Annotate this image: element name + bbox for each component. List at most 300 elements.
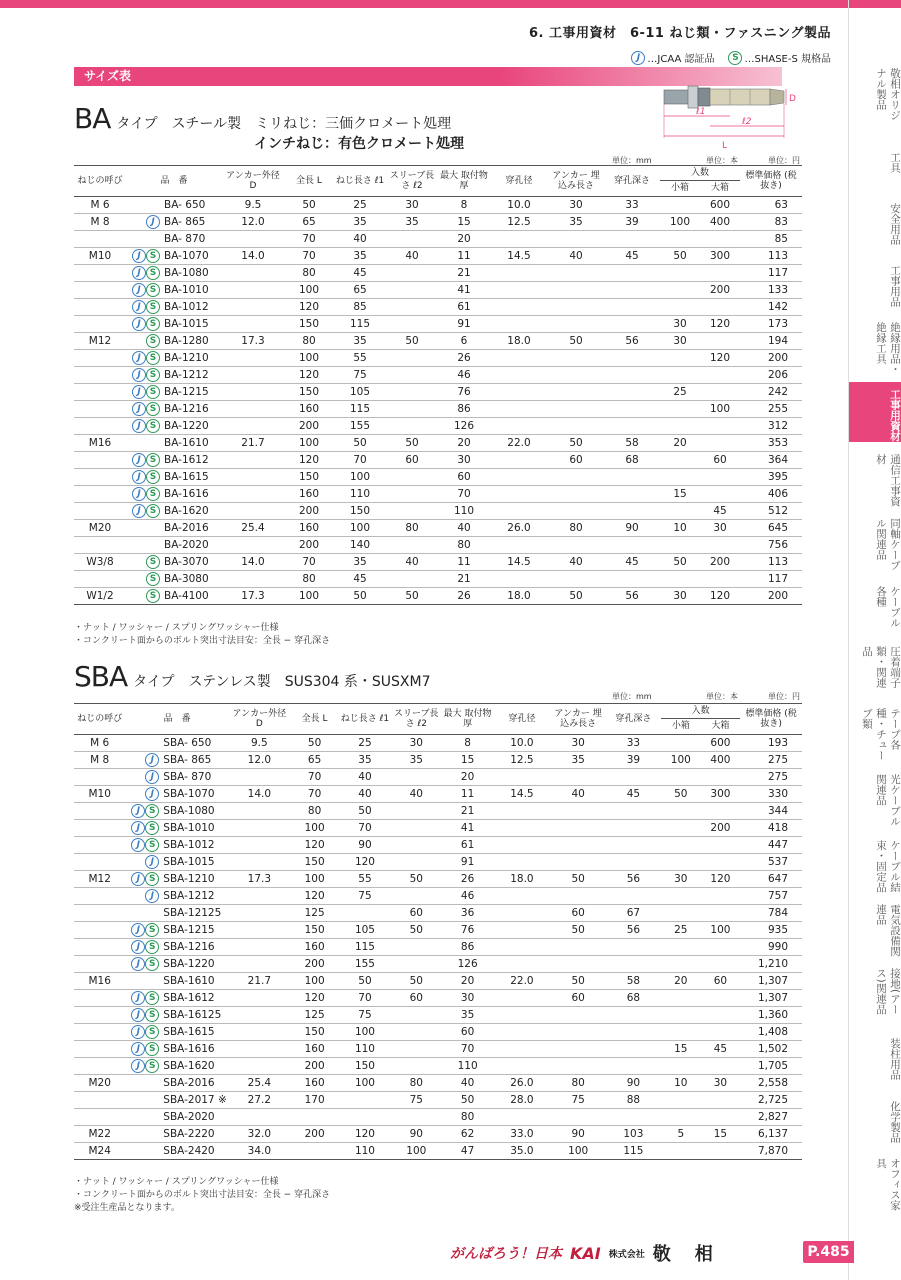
table-cell	[229, 887, 290, 904]
jcaa-mark-icon: J	[131, 1059, 145, 1073]
table-cell: 18.0	[493, 870, 550, 887]
table-cell	[229, 938, 290, 955]
col-sleeve: スリーブ長さ ℓ2	[386, 166, 438, 197]
footer-brand	[450, 1240, 737, 1266]
table-cell: 14.0	[222, 553, 284, 570]
table-cell: 17.3	[222, 587, 284, 604]
col-screw: ねじ長さ ℓ1	[339, 704, 390, 735]
table-cell	[490, 315, 548, 332]
table-cell: 120	[284, 451, 334, 468]
table-cell: 160	[284, 400, 334, 417]
sidetab-item[interactable]: 工具	[889, 151, 901, 173]
ba-notes	[74, 622, 330, 648]
cert-marks	[126, 213, 162, 230]
table-cell: 200	[284, 502, 334, 519]
table-cell	[74, 417, 126, 434]
jcaa-mark-icon: J	[145, 753, 159, 767]
table-row	[74, 870, 802, 887]
table-cell	[222, 383, 284, 400]
table-cell	[490, 451, 548, 468]
sidetab-item[interactable]: テープ各種・チューブ類	[861, 708, 901, 761]
table-cell: SBA-12125	[161, 904, 228, 921]
table-cell	[660, 349, 700, 366]
shase-mark-icon: S	[146, 283, 160, 297]
table-cell	[606, 768, 661, 785]
table-cell: 90	[339, 836, 390, 853]
sidetab-item[interactable]: ケーブル各種	[875, 586, 901, 628]
table-cell: 15	[660, 485, 700, 502]
table-cell	[229, 1040, 290, 1057]
table-cell: 40	[438, 519, 490, 536]
table-cell: SBA-2017 ※	[161, 1091, 228, 1108]
table-cell: 150	[290, 921, 339, 938]
legend-jcaa: J …JCAA 認証品	[631, 50, 714, 65]
table-cell	[660, 468, 700, 485]
table-cell: 40	[442, 1074, 493, 1091]
sidetab-item[interactable]: 光ケーブル関連品	[875, 774, 901, 827]
sidetab-item[interactable]: 同軸ケーブル関連品	[875, 518, 901, 571]
table-cell: 50	[551, 870, 606, 887]
table-row	[74, 751, 802, 768]
table-cell	[551, 955, 606, 972]
table-cell: BA-1220	[162, 417, 222, 434]
table-cell	[74, 366, 126, 383]
sidetab-item[interactable]: 電気設備関連品	[875, 904, 901, 957]
table-cell	[386, 570, 438, 587]
table-row	[74, 785, 802, 802]
table-cell	[606, 1006, 661, 1023]
table-cell	[604, 468, 660, 485]
table-cell: SBA-2020	[161, 1108, 228, 1125]
shase-mark-icon: S	[146, 419, 160, 433]
jcaa-mark-icon: J	[131, 1042, 145, 1056]
table-cell	[229, 802, 290, 819]
table-cell: M10	[74, 785, 125, 802]
cert-marks	[126, 196, 162, 213]
table-cell	[490, 230, 548, 247]
sidetab-item[interactable]: 敬相オリジナル製品	[875, 68, 901, 121]
col-screw: ねじ長さ ℓ1	[334, 166, 386, 197]
table-cell: 60	[442, 1023, 493, 1040]
jcaa-mark-icon: J	[131, 821, 145, 835]
table-cell	[222, 315, 284, 332]
table-cell: 100	[660, 213, 700, 230]
table-cell	[222, 298, 284, 315]
table-cell	[551, 802, 606, 819]
table-cell: 50	[548, 332, 604, 349]
table-cell: 70	[339, 819, 390, 836]
table-cell	[604, 383, 660, 400]
cert-marks	[126, 247, 162, 264]
table-cell: 60	[551, 989, 606, 1006]
table-row	[74, 734, 802, 751]
table-cell: 10.0	[493, 734, 550, 751]
table-cell: BA- 650	[162, 196, 222, 213]
table-cell	[229, 1006, 290, 1023]
table-cell	[74, 921, 125, 938]
table-cell: 50	[284, 196, 334, 213]
ba-note-1: ・ナット / ワッシャー / スプリングワッシャー仕様	[74, 623, 279, 633]
cert-marks	[125, 887, 161, 904]
table-cell	[391, 1023, 442, 1040]
table-cell	[222, 536, 284, 553]
table-cell: 35	[334, 332, 386, 349]
table-cell	[700, 468, 740, 485]
table-cell: M10	[74, 247, 126, 264]
table-cell: 10	[661, 1074, 701, 1091]
table-cell: 173	[740, 315, 802, 332]
table-cell: 27.2	[229, 1091, 290, 1108]
table-cell	[700, 434, 740, 451]
table-cell: 50	[290, 734, 339, 751]
table-cell: 447	[740, 836, 802, 853]
table-cell	[661, 1142, 701, 1159]
table-cell: 100	[284, 434, 334, 451]
sidetab-item[interactable]: 接地(アース)関連品	[875, 968, 901, 1015]
table-cell: SBA-1012	[161, 836, 228, 853]
table-row	[74, 247, 802, 264]
sba-code: SBA	[74, 660, 128, 693]
col-max-thick: 最大 取付物厚	[438, 166, 490, 197]
table-row	[74, 264, 802, 281]
table-cell: BA-1620	[162, 502, 222, 519]
table-cell	[660, 366, 700, 383]
table-cell: BA-1012	[162, 298, 222, 315]
table-cell: 20	[442, 972, 493, 989]
sidetab-item[interactable]: ケーブル結束・固定品	[875, 840, 901, 893]
table-cell	[493, 853, 550, 870]
table-cell	[493, 802, 550, 819]
sba-title	[74, 660, 430, 693]
table-cell: 1,408	[740, 1023, 802, 1040]
table-cell	[551, 1108, 606, 1125]
table-row	[74, 972, 802, 989]
table-cell: 100	[284, 587, 334, 604]
page-number: P.485	[803, 1241, 854, 1263]
sidetab-item[interactable]: 圧着端子類・関連品	[861, 646, 901, 688]
table-cell	[606, 1108, 661, 1125]
table-cell: 70	[438, 485, 490, 502]
table-cell: 90	[606, 1074, 661, 1091]
table-cell: 14.0	[229, 785, 290, 802]
table-cell: 15	[438, 213, 490, 230]
table-cell	[222, 485, 284, 502]
table-cell: 41	[438, 281, 490, 298]
table-cell: 76	[438, 383, 490, 400]
page-header-title: 6. 工事用資材 6-11 ねじ類・ファスニング製品	[528, 26, 831, 41]
table-row	[74, 1125, 802, 1142]
shase-mark-icon: S	[145, 838, 159, 852]
table-cell: 125	[290, 904, 339, 921]
table-cell: 21	[438, 570, 490, 587]
table-cell: 312	[740, 417, 802, 434]
table-cell: SBA-1070	[161, 785, 228, 802]
table-cell: 100	[290, 819, 339, 836]
table-cell: 10.0	[490, 196, 548, 213]
sidetab-item[interactable]: 通信工事資材	[875, 454, 901, 507]
table-cell: 6	[438, 332, 490, 349]
table-cell	[661, 955, 701, 972]
table-cell: 80	[551, 1074, 606, 1091]
table-cell: 50	[391, 921, 442, 938]
table-cell: 125	[290, 1006, 339, 1023]
table-cell	[700, 264, 740, 281]
table-cell	[548, 298, 604, 315]
table-cell: 36	[442, 904, 493, 921]
table-cell: 30	[700, 519, 740, 536]
table-cell: 18.0	[490, 332, 548, 349]
table-cell: 537	[740, 853, 802, 870]
table-cell: BA- 865	[162, 213, 222, 230]
table-cell: 26	[442, 870, 493, 887]
table-cell	[661, 1108, 701, 1125]
table-cell: 120	[290, 989, 339, 1006]
shase-mark-icon: S	[145, 940, 159, 954]
table-row	[74, 1023, 802, 1040]
table-cell: 645	[740, 519, 802, 536]
shase-mark-icon: S	[728, 51, 742, 65]
table-cell	[74, 938, 125, 955]
table-cell	[74, 281, 126, 298]
shase-mark-icon: S	[145, 872, 159, 886]
table-cell: 120	[700, 315, 740, 332]
table-cell: M22	[74, 1125, 125, 1142]
table-cell	[604, 264, 660, 281]
table-cell	[493, 938, 550, 955]
table-cell	[661, 904, 701, 921]
jcaa-mark-icon: J	[145, 855, 159, 869]
table-cell: 60	[438, 468, 490, 485]
sba-type-label: タイプ ステンレス製 SUS304 系・SUSXM7	[133, 674, 431, 690]
col-small: 小箱	[660, 181, 700, 196]
table-cell	[606, 955, 661, 972]
table-cell	[222, 451, 284, 468]
col-price: 標準価格 (税抜き)	[740, 704, 802, 735]
table-cell	[74, 451, 126, 468]
cert-marks	[125, 853, 161, 870]
table-cell	[222, 264, 284, 281]
table-cell: 46	[442, 887, 493, 904]
table-cell: 12.5	[490, 213, 548, 230]
table-cell: 80	[284, 332, 334, 349]
table-cell: 70	[442, 1040, 493, 1057]
table-row	[74, 349, 802, 366]
table-cell	[606, 836, 661, 853]
table-cell: 200	[700, 553, 740, 570]
table-cell: 65	[284, 213, 334, 230]
table-cell: 85	[740, 230, 802, 247]
table-cell	[548, 366, 604, 383]
table-cell	[548, 417, 604, 434]
table-cell: 255	[740, 400, 802, 417]
table-cell	[661, 802, 701, 819]
table-cell: 70	[284, 247, 334, 264]
table-cell	[490, 349, 548, 366]
table-cell: 21	[438, 264, 490, 281]
cert-marks	[125, 904, 161, 921]
table-cell: 60	[551, 904, 606, 921]
table-cell: 1,210	[740, 955, 802, 972]
table-cell	[222, 570, 284, 587]
table-cell: 75	[551, 1091, 606, 1108]
table-cell: SBA-2016	[161, 1074, 228, 1091]
table-row	[74, 802, 802, 819]
shase-mark-icon: S	[146, 368, 160, 382]
table-cell	[386, 400, 438, 417]
table-cell: 26	[438, 349, 490, 366]
table-cell	[391, 853, 442, 870]
col-hole: 穿孔径	[490, 166, 548, 197]
table-cell	[386, 281, 438, 298]
table-cell	[74, 264, 126, 281]
col-large: 大箱	[700, 181, 740, 196]
col-small: 小箱	[661, 719, 701, 734]
sidetab-item[interactable]: 化学製品	[889, 1101, 901, 1143]
table-cell: 40	[334, 230, 386, 247]
table-cell: 110	[442, 1057, 493, 1074]
table-cell: 406	[740, 485, 802, 502]
drawing-label-l: L	[722, 141, 728, 151]
cert-marks	[126, 281, 162, 298]
table-cell: 50	[339, 802, 390, 819]
sidetab-item[interactable]: 絶縁用品・絶縁工具	[875, 322, 901, 375]
jcaa-mark-icon: J	[131, 1025, 145, 1039]
table-cell	[701, 955, 741, 972]
sidetab-item[interactable]: 工事用資材	[849, 382, 901, 442]
table-cell: 126	[442, 955, 493, 972]
sidetab-item[interactable]: 装柱用品	[889, 1038, 901, 1080]
table-cell: SBA-1220	[161, 955, 228, 972]
table-cell	[661, 1091, 701, 1108]
cert-marks	[125, 1023, 161, 1040]
table-cell	[74, 400, 126, 417]
cert-marks	[125, 751, 161, 768]
table-cell: 160	[284, 519, 334, 536]
table-cell: SBA-2420	[161, 1142, 228, 1159]
table-cell: BA-1215	[162, 383, 222, 400]
col-depth: 穿孔深さ	[604, 166, 660, 197]
table-cell: SBA-1612	[161, 989, 228, 1006]
table-cell: 1,307	[740, 972, 802, 989]
table-cell	[74, 904, 125, 921]
table-cell	[701, 938, 741, 955]
table-cell: SBA-1215	[161, 921, 228, 938]
cert-marks	[126, 587, 162, 604]
table-cell	[551, 887, 606, 904]
shase-mark-icon: S	[146, 385, 160, 399]
table-cell	[74, 1006, 125, 1023]
table-cell: 35	[334, 553, 386, 570]
table-cell: SBA-1615	[161, 1023, 228, 1040]
table-cell: 50	[386, 434, 438, 451]
table-cell: 10	[660, 519, 700, 536]
table-cell	[490, 298, 548, 315]
table-cell	[386, 468, 438, 485]
table-cell: 100	[284, 281, 334, 298]
shase-mark-icon: S	[146, 487, 160, 501]
sidetab-item[interactable]: オフィス家具	[875, 1158, 901, 1211]
table-cell: 70	[339, 989, 390, 1006]
sba-note-3: ※受注生産品となります。	[74, 1203, 180, 1213]
table-row	[74, 921, 802, 938]
table-cell: 100	[334, 468, 386, 485]
jcaa-mark-icon: J	[132, 317, 146, 331]
table-cell: BA-1210	[162, 349, 222, 366]
table-cell	[222, 349, 284, 366]
jcaa-mark-icon: J	[131, 1008, 145, 1022]
col-sleeve: スリーブ長さ ℓ2	[391, 704, 442, 735]
jcaa-mark-icon: J	[132, 385, 146, 399]
table-cell: 40	[548, 553, 604, 570]
table-cell	[493, 1006, 550, 1023]
table-cell	[386, 417, 438, 434]
table-cell: 70	[334, 451, 386, 468]
table-cell	[386, 536, 438, 553]
table-cell	[661, 1023, 701, 1040]
table-cell: 50	[386, 587, 438, 604]
table-cell: 65	[290, 751, 339, 768]
cert-marks	[125, 734, 161, 751]
table-cell: 50	[391, 972, 442, 989]
cert-marks	[125, 1142, 161, 1159]
table-cell: 353	[740, 434, 802, 451]
table-cell: 40	[551, 785, 606, 802]
table-cell: 60	[548, 451, 604, 468]
table-row	[74, 434, 802, 451]
table-cell	[74, 230, 126, 247]
table-cell: 28.0	[493, 1091, 550, 1108]
table-cell: 14.5	[493, 785, 550, 802]
table-cell	[386, 485, 438, 502]
cert-marks	[125, 1057, 161, 1074]
table-cell: 150	[284, 315, 334, 332]
table-row	[74, 383, 802, 400]
col-thread: ねじの呼び	[74, 704, 125, 735]
table-cell	[229, 1108, 290, 1125]
table-cell	[606, 1057, 661, 1074]
table-cell	[229, 989, 290, 1006]
table-cell: BA-1612	[162, 451, 222, 468]
table-row	[74, 536, 802, 553]
table-cell	[548, 230, 604, 247]
table-cell: 26	[438, 587, 490, 604]
table-cell	[222, 400, 284, 417]
table-cell: 83	[740, 213, 802, 230]
table-cell	[660, 400, 700, 417]
table-cell: 35	[391, 751, 442, 768]
table-cell: 400	[701, 751, 741, 768]
table-cell	[74, 1091, 125, 1108]
table-cell	[74, 298, 126, 315]
table-cell	[74, 955, 125, 972]
table-cell	[229, 853, 290, 870]
sidetab-item[interactable]: 工事用品	[889, 265, 901, 307]
cert-marks	[125, 870, 161, 887]
sidetab-item[interactable]: 安全用品	[889, 203, 901, 245]
table-cell	[493, 955, 550, 972]
table-cell: BA-1610	[162, 434, 222, 451]
table-cell: SBA-1610	[161, 972, 228, 989]
table-cell: 75	[339, 1006, 390, 1023]
table-row	[74, 298, 802, 315]
table-cell	[548, 502, 604, 519]
category-side-tabs	[848, 0, 901, 1280]
table-cell: 40	[339, 768, 390, 785]
table-cell	[391, 955, 442, 972]
cert-marks	[126, 298, 162, 315]
table-cell: 50	[386, 332, 438, 349]
footer-slogan: がんばろう！日本	[450, 1246, 562, 1262]
